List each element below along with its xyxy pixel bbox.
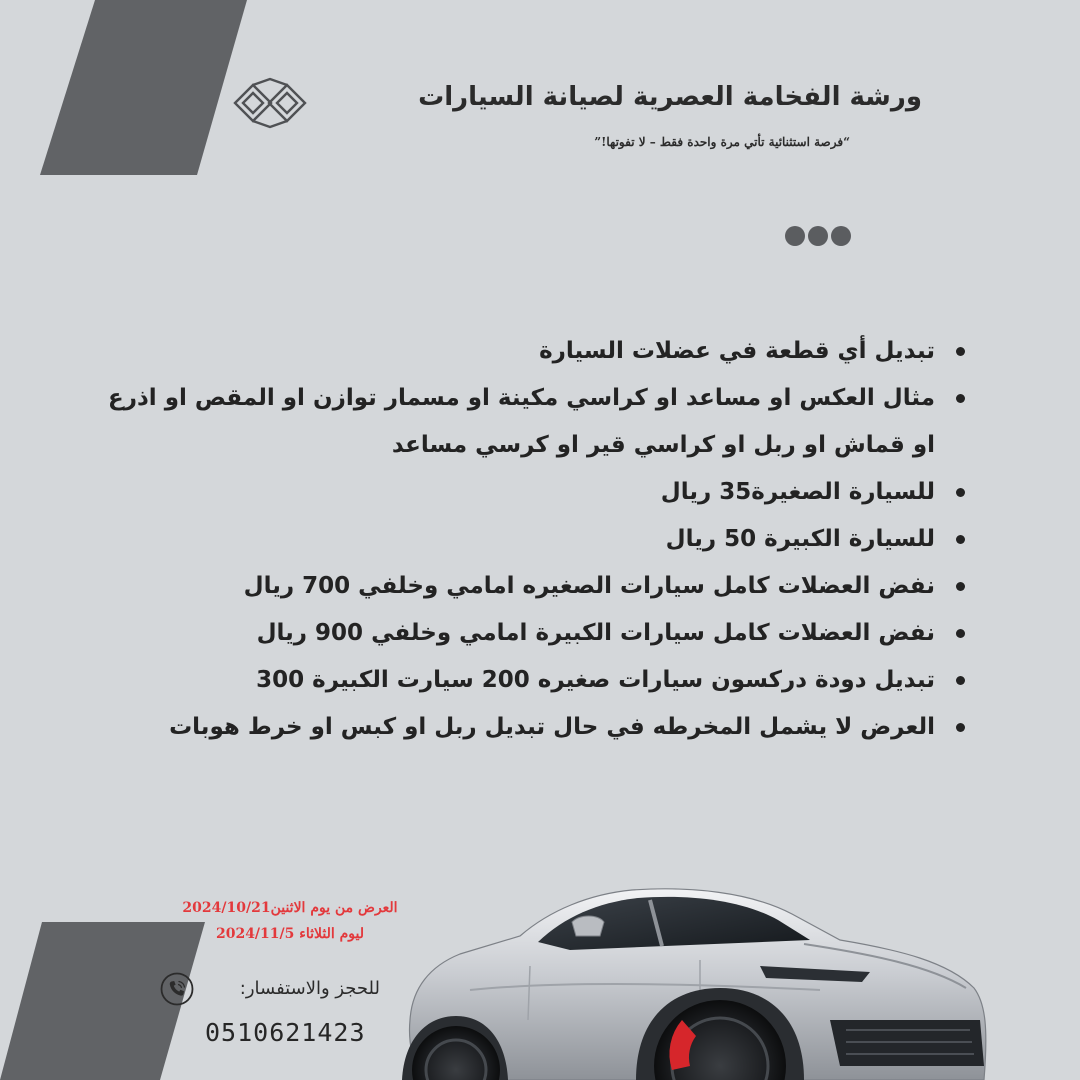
interlocking-chevrons-logo <box>233 77 307 129</box>
offer-item: للسيارة الصغيرة35 ريال <box>95 469 970 516</box>
dot-icon <box>831 226 851 246</box>
dot-icon <box>808 226 828 246</box>
dot-icon <box>785 226 805 246</box>
decorative-top-shape <box>40 0 247 175</box>
offer-item: للسيارة الكبيرة 50 ريال <box>95 516 970 563</box>
suv-car-image <box>400 870 990 1080</box>
page-subtitle: “فرصة استثنائية تأتي مرة واحدة فقط – لا تفوتها!” <box>594 135 850 149</box>
offer-item: نفض العضلات كامل سيارات الكبيرة امامي وخلفي 900 ريال <box>95 610 970 657</box>
offer-start-date: العرض من يوم الاثنين2024/10/21 <box>182 900 398 916</box>
page-title: ورشة الفخامة العصرية لصيانة السيارات <box>418 82 922 112</box>
offer-item: نفض العضلات كامل سيارات الصغيره امامي وخلفي 700 ريال <box>95 563 970 610</box>
offer-item: مثال العكس او مساعد او كراسي مكينة او مسمار توازن او المقص او اذرع او قماش او ربل او كراسي قير او كرسي مساعد <box>95 375 970 469</box>
offer-item: العرض لا يشمل المخرطه في حال تبديل ربل او كبس او خرط هوبات <box>95 704 970 751</box>
decorative-dots <box>785 226 851 246</box>
offer-end-date: ليوم الثلاثاء 2024/11/5 <box>215 926 365 942</box>
phone-number[interactable]: 0510621423 <box>205 1018 366 1047</box>
phone-icon[interactable] <box>160 972 194 1006</box>
offer-item: تبديل أي قطعة في عضلات السيارة <box>95 328 970 375</box>
contact-label: للحجز والاستفسار: <box>239 978 380 999</box>
offer-item: تبديل دودة دركسون سيارات صغيره 200 سيارت الكبيرة 300 <box>95 657 970 704</box>
offer-dates <box>150 895 430 947</box>
offer-list <box>95 328 970 751</box>
